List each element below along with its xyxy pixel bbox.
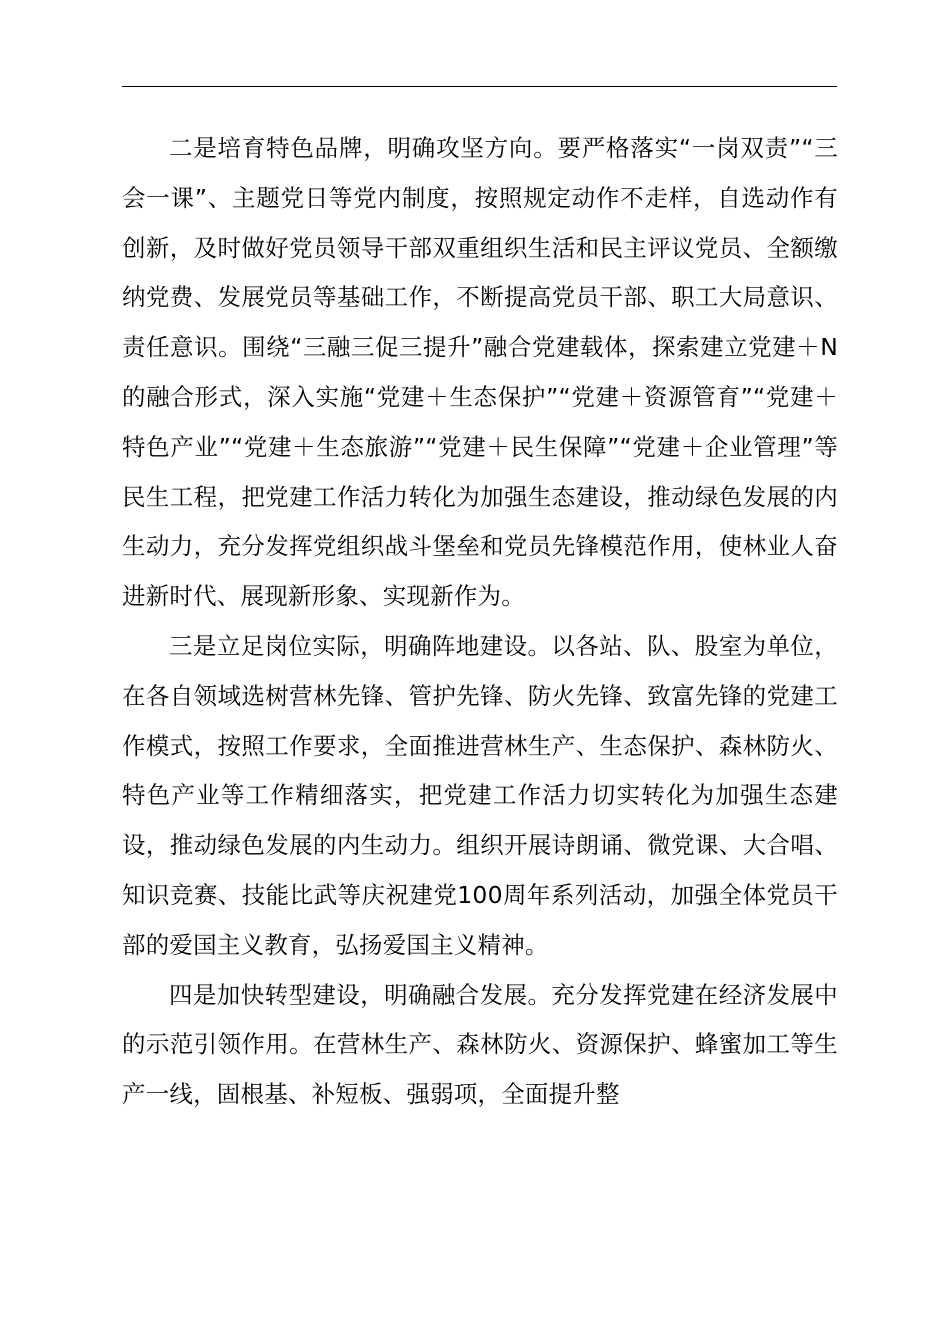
header-rule (122, 86, 837, 87)
document-body (122, 124, 838, 1120)
paragraph-transformation: 四是加快转型建设，明确融合发展。充分发挥党建在经济发展中的示范引领作用。在营林生产、森林防火、资源保护、蜂蜜加工等生产一线，固根基、补短板、强弱项，全面提升整 (122, 980, 838, 1109)
paragraph-brand: 二是培育特色品牌，明确攻坚方向。要严格落实“一岗双责”“三会一课”、主题党日等党内制度，按照规定动作不走样，自选动作有创新，及时做好党员领导干部双重组织生活和民主评议党员、全额缴纳党费、发展党员等基础工作，不断提高党员干部、职工大局意识、责任意识。围绕“三融三促三提升”融合党建载体，探索建立党建＋N的融合形式，深入实施“党建＋生态保护”“党建＋资源管育”“党建＋特色产业”“党建＋生态旅游”“党建＋民生保障”“党建＋企业管理”等民生工程，把党建工作活力转化为加强生态建设，推动绿色发展的内生动力，充分发挥党组织战斗堡垒和党员先锋模范作用，使林业人奋进新时代、展现新形象、实现新作为。 (122, 134, 838, 611)
paragraph-position: 三是立足岗位实际，明确阵地建设。以各站、队、股室为单位，在各自领域选树营林先锋、管护先锋、防火先锋、致富先锋的党建工作模式，按照工作要求，全面推进营林生产、生态保护、森林防火、特色产业等工作精细落实，把党建工作活力切实转化为加强生态建设，推动绿色发展的内生动力。组织开展诗朗诵、微党课、大合唱、知识竞赛、技能比武等庆祝建党100周年系列活动，加强全体党员干部的爱国主义教育，弘扬爱国主义精神。 (122, 631, 838, 959)
